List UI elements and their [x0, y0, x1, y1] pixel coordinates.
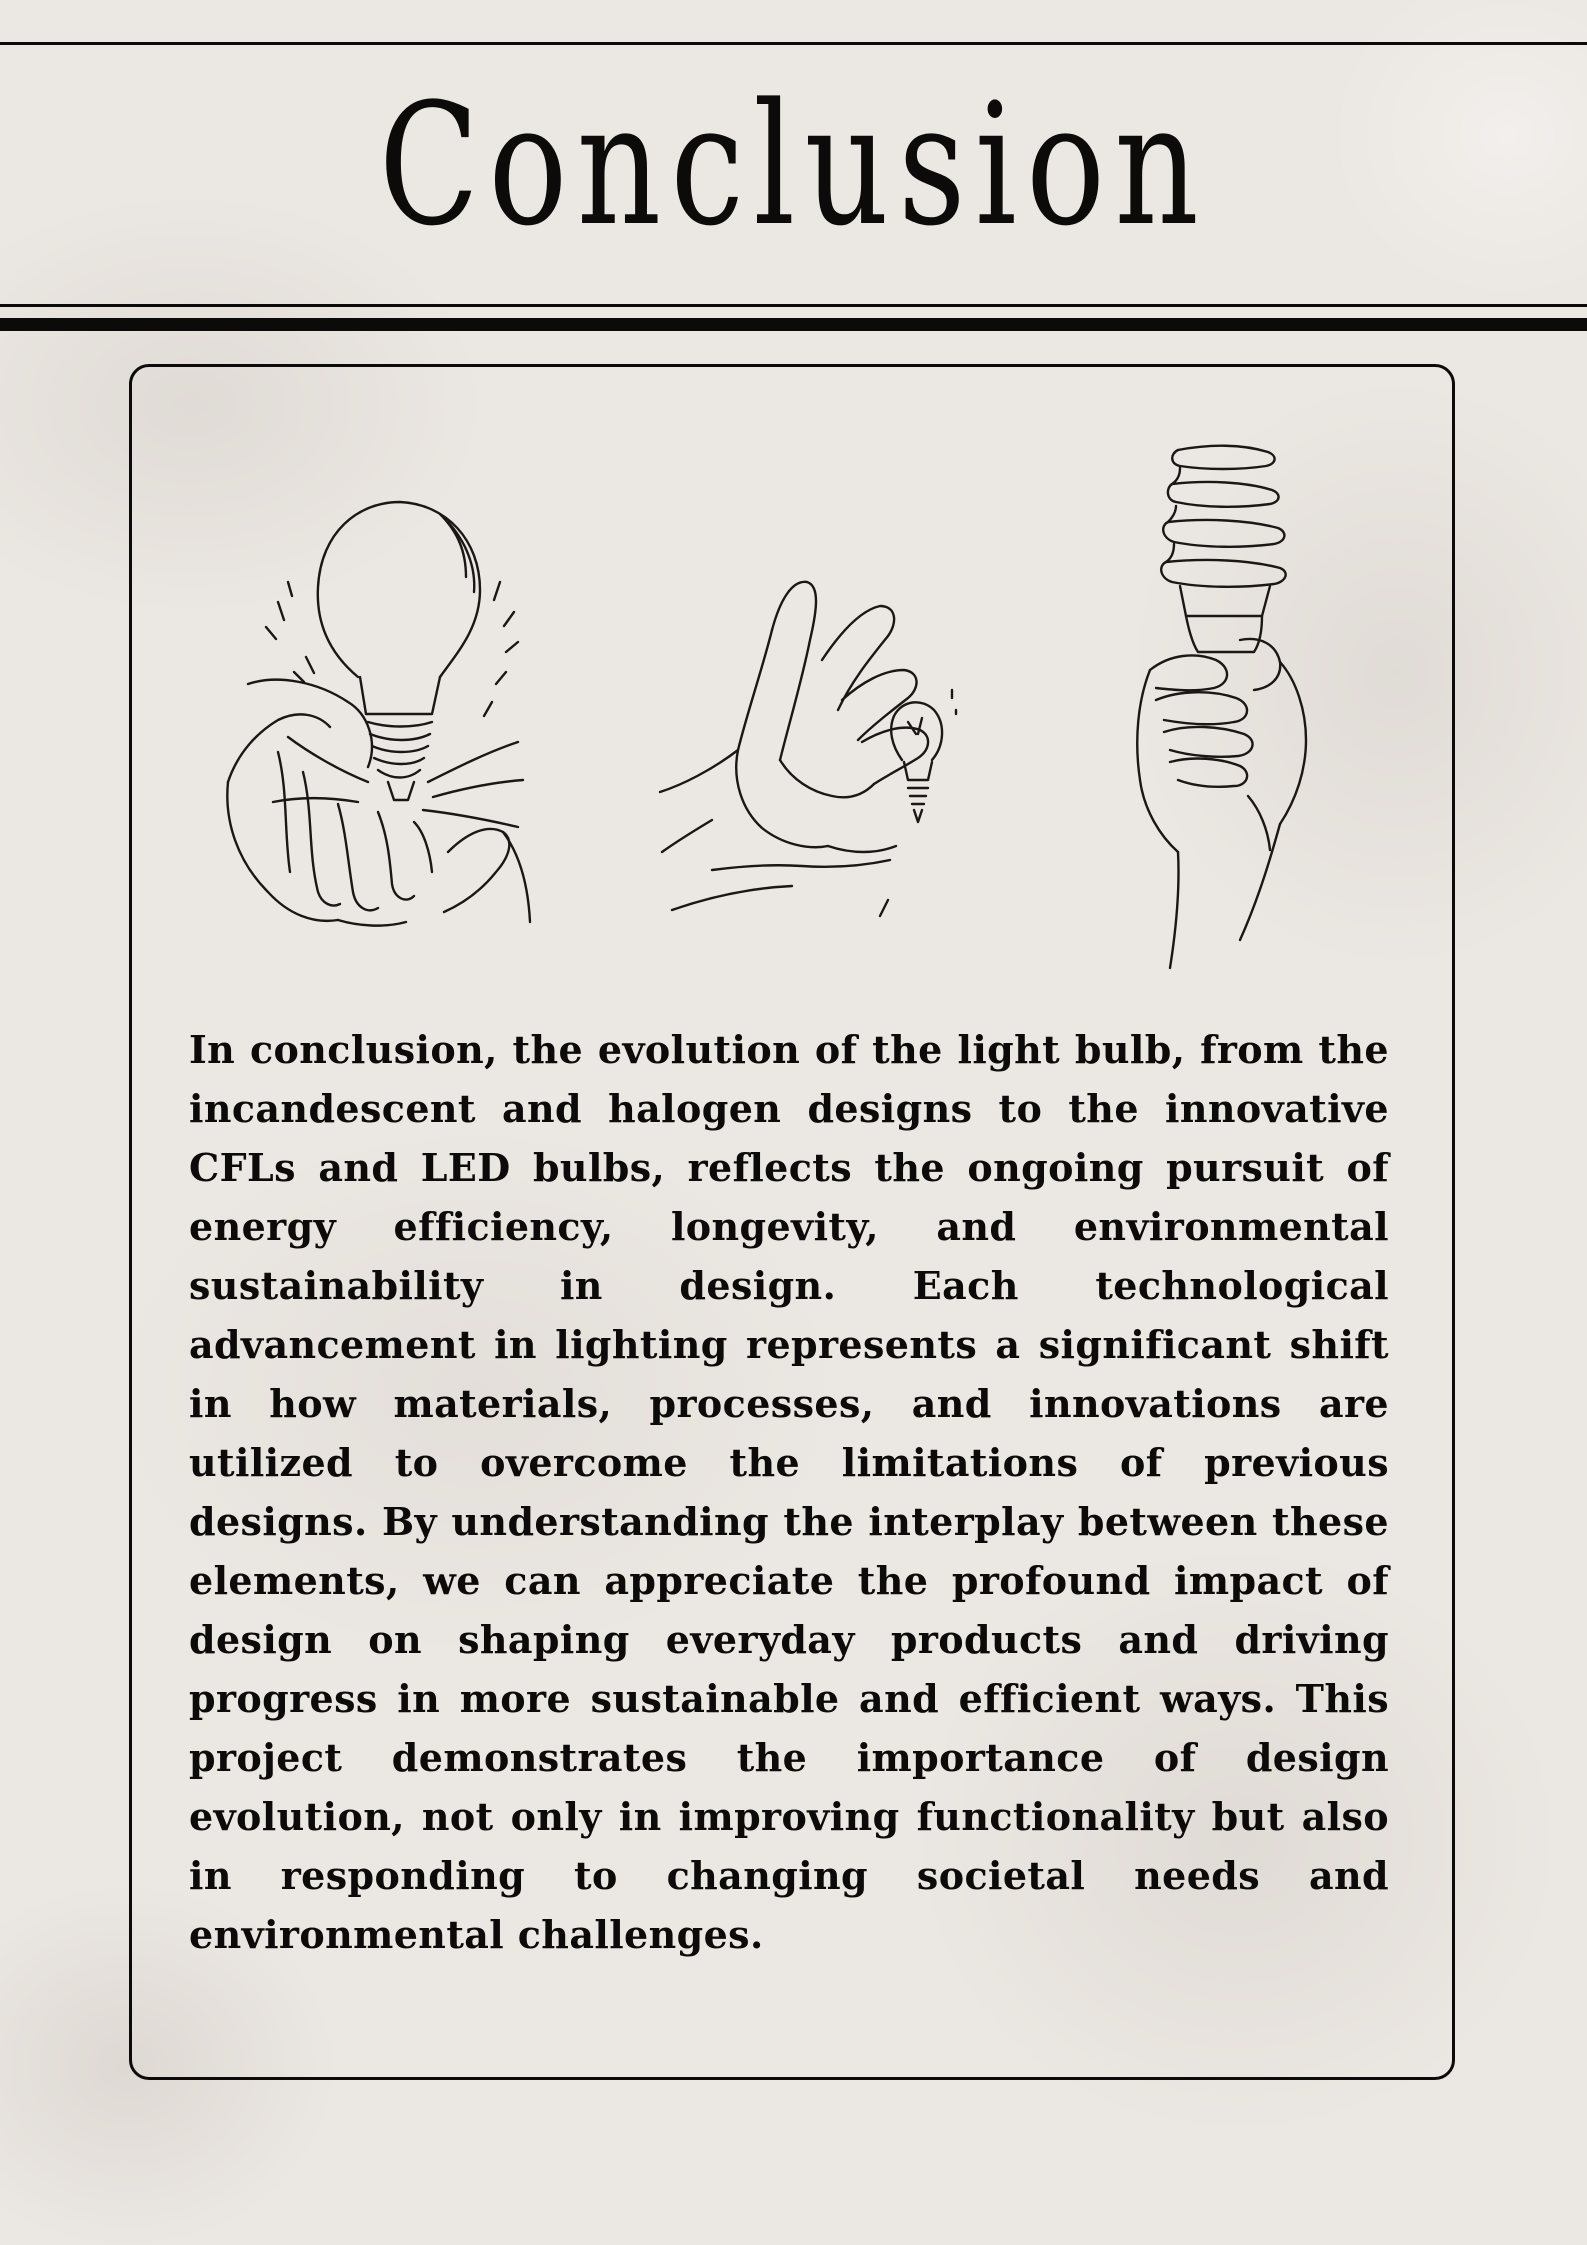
header-rule-thick [0, 318, 1587, 331]
top-rule [0, 42, 1587, 45]
page-title: Conclusion [378, 67, 1209, 263]
header-rule-thin [0, 304, 1587, 307]
hand-pinching-small-bulb-icon [652, 570, 1012, 990]
hand-holding-incandescent-bulb-icon [218, 452, 548, 932]
conclusion-paragraph: In conclusion, the evolution of the light bulb, from the incandescent and halogen designs to the innovative CFLs and LED bulbs, reflects the ongoing pursuit of energy efficiency, longevity, and environmental sustainability in design. Each technological advancement in lighting represents a significant shift in how materials, processes, and innovations are utilized to overcome the limitations of previous designs. By understanding the interplay between these elements, we can appreciate the profound impact of design on shaping everyday products and driving progress in more sustainable and efficient ways. This project demonstrates the importance of design evolution, not only in improving functionality but also in responding to changing societal needs and environmental challenges. [189, 1027, 1389, 1957]
hand-gripping-cfl-bulb-icon [1120, 440, 1360, 970]
